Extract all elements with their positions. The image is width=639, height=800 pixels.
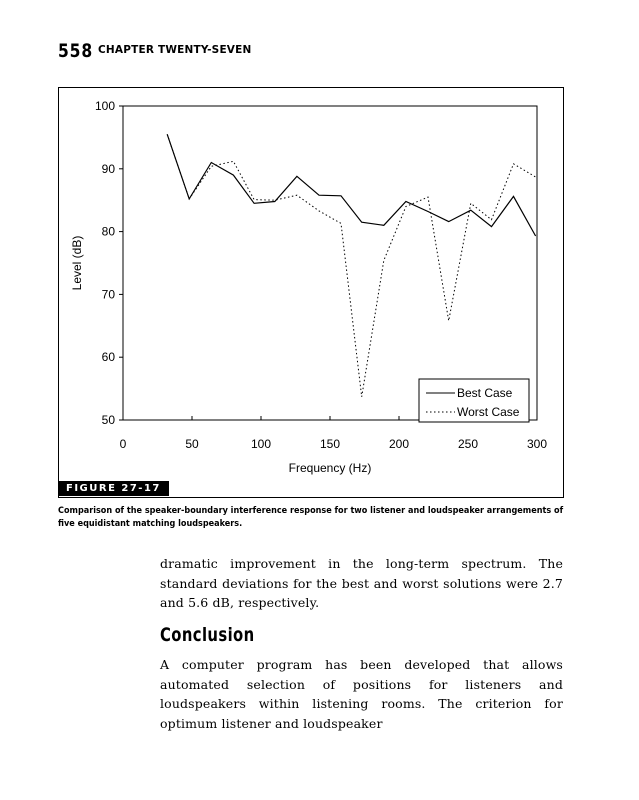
- legend-label-worst-case: Worst Case: [457, 405, 520, 419]
- x-tick-label: 50: [185, 437, 199, 451]
- y-tick-label: 90: [101, 161, 115, 176]
- figure-caption: Comparison of the speaker-boundary interference response for two listener and loudspeaker arrangements of five equidistant matching loudspeakers.: [58, 506, 564, 529]
- section-heading: Conclusion: [160, 624, 255, 646]
- x-tick-label: 100: [250, 437, 272, 451]
- y-axis-label: Level (dB): [70, 235, 84, 291]
- figure-frame: [58, 87, 564, 498]
- chapter-title: CHAPTER TWENTY-SEVEN: [98, 44, 252, 56]
- x-axis-label: Frequency (Hz): [288, 461, 372, 475]
- level-frequency-chart: [59, 88, 563, 497]
- x-tick-label: 250: [457, 437, 479, 451]
- y-tick-label: 70: [101, 287, 115, 302]
- x-tick-label: 0: [119, 437, 127, 451]
- legend-label-best-case: Best Case: [457, 386, 513, 400]
- y-tick-label: 50: [101, 413, 115, 427]
- x-tick-label: 150: [319, 437, 341, 451]
- x-tick-label: 300: [526, 437, 548, 451]
- plot-area: [123, 106, 537, 420]
- series-line-worst-case: [167, 134, 535, 397]
- y-tick-label: 60: [101, 350, 115, 365]
- page-number: 558: [58, 40, 93, 62]
- x-tick-label: 200: [388, 437, 410, 451]
- y-tick-label: 80: [101, 224, 115, 239]
- body-paragraph: dramatic improvement in the long-term spectrum. The standard deviations for the best and worst solutions were 2.7 and 5.6 dB, respectively.: [160, 556, 563, 610]
- figure-label: FIGURE 27-17: [58, 481, 169, 496]
- legend: [419, 379, 529, 422]
- y-tick-label: 100: [94, 99, 115, 113]
- body-paragraph: A computer program has been developed that allows automated selection of positions for listeners and loudspeakers within listening rooms. The criterion for optimum listener and loudspeaker: [160, 657, 563, 731]
- series-line-best-case: [167, 134, 535, 236]
